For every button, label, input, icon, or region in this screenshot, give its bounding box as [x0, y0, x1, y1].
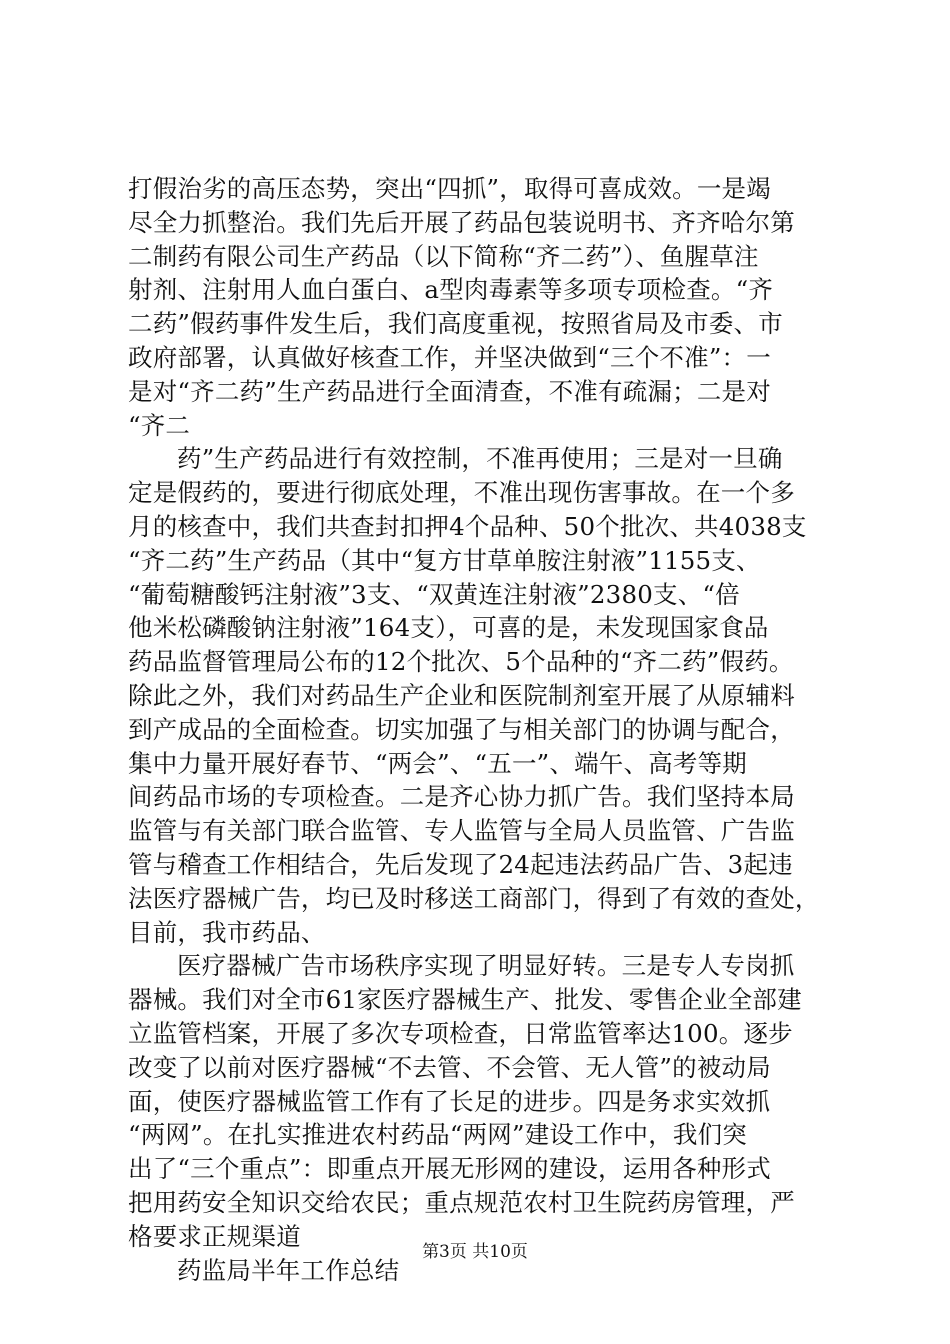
text-line: 他米松磷酸钠注射液”164支），可喜的是，未发现国家食品 [128, 613, 769, 643]
text-line: 把用药安全知识交给农民；重点规范农村卫生院药房管理，严 [128, 1187, 795, 1217]
text-line: 面，使医疗器械监管工作有了长足的进步。四是务求实效抓 [128, 1086, 771, 1116]
text-line: 二药”假药事件发生后，我们高度重视，按照省局及市委、市 [128, 309, 783, 339]
text-line: 法医疗器械广告，均已及时移送工商部门，得到了有效的查处， [128, 883, 820, 913]
text-line: 格要求正规渠道 [128, 1221, 301, 1251]
paragraph-start-line: 医疗器械广告市场秩序实现了明显好转。三是专人专岗抓 [177, 951, 795, 981]
page-number-footer: 第3页 共10页 [422, 1242, 528, 1262]
text-line: 器械。我们对全市61家医疗器械生产、批发、零售企业全部建 [128, 985, 802, 1015]
text-line: 政府部署，认真做好核查工作，并坚决做到“三个不准”：一 [128, 342, 771, 372]
text-line: 管与稽查工作相结合，先后发现了24起违法药品广告、3起违 [128, 849, 793, 879]
text-line: 尽全力抓整治。我们先后开展了药品包装说明书、齐齐哈尔第 [128, 207, 795, 237]
text-line: 改变了以前对医疗器械“不去管、不会管、无人管”的被动局 [128, 1052, 771, 1082]
text-line: “齐二药”生产药品（其中“复方甘草单胺注射液”1155支、 [128, 545, 761, 575]
text-line: 打假治劣的高压态势，突出“四抓”，取得可喜成效。一是竭 [128, 174, 771, 203]
text-line: 集中力量开展好春节、“两会”、“五一”、端午、高考等期 [128, 748, 747, 778]
text-line: 目前，我市药品、 [128, 917, 326, 947]
text-line: “齐二 [128, 410, 191, 440]
text-line: 定是假药的，要进行彻底处理，不准出现伤害事故。在一个多 [128, 478, 795, 508]
text-line: “两网”。在扎实推进农村药品“两网”建设工作中，我们突 [128, 1120, 747, 1150]
text-line: 月的核查中，我们共查封扣押4个品种、50个批次、共4038支 [128, 511, 807, 541]
text-line: 是对“齐二药”生产药品进行全面清查，不准有疏漏；二是对 [128, 376, 771, 406]
text-line: 射剂、注射用人血白蛋白、a型肉毒素等多项专项检查。“齐 [128, 275, 774, 305]
paragraph-start-line: 药”生产药品进行有效控制，不准再使用；三是对一旦确 [177, 444, 783, 474]
text-line: 间药品市场的专项检查。二是齐心协力抓广告。我们坚持本局 [128, 782, 795, 812]
text-line: 到产成品的全面检查。切实加强了与相关部门的协调与配合， [128, 714, 795, 744]
text-line: 出了“三个重点”：即重点开展无形网的建设，运用各种形式 [128, 1154, 771, 1184]
document-title-line: 药监局半年工作总结 [177, 1255, 400, 1285]
text-line: 药品监督管理局公布的12个批次、5个品种的“齐二药”假药。 [128, 647, 794, 677]
text-line: 监管与有关部门联合监管、专人监管与全局人员监管、广告监 [128, 816, 795, 846]
text-line: “葡萄糖酸钙注射液”3支、“双黄连注射液”2380支、“倍 [128, 579, 740, 609]
text-line: 立监管档案，开展了多次专项检查，日常监管率达100。逐步 [128, 1018, 793, 1048]
text-line: 除此之外，我们对药品生产企业和医院制剂室开展了从原辅料 [128, 680, 795, 710]
document-body [128, 172, 838, 1287]
text-line: 二制药有限公司生产药品（以下简称“齐二药”）、鱼腥草注 [128, 241, 759, 271]
